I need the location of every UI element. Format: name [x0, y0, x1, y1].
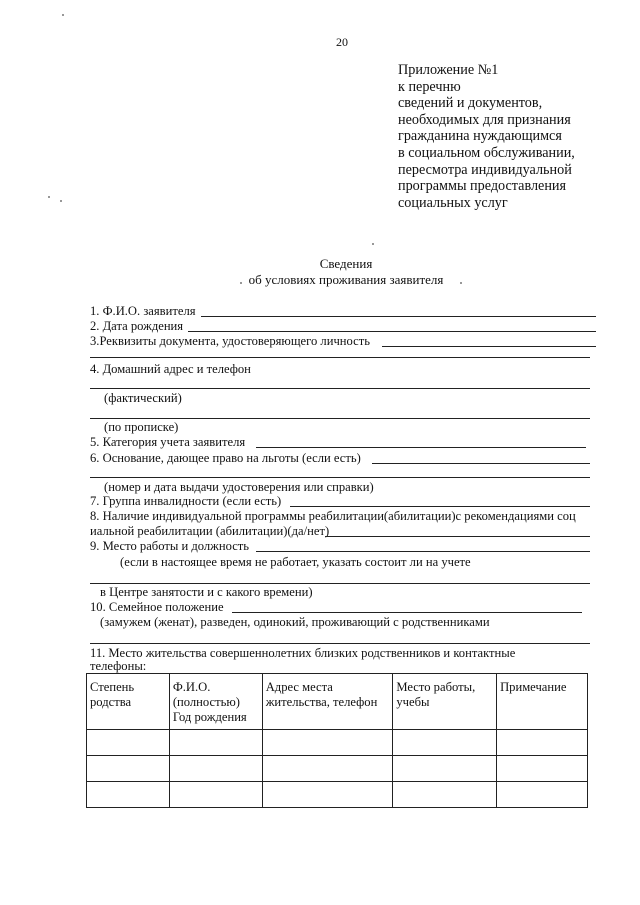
header-text: (полностью)	[172, 695, 240, 709]
field-birthdate-label: 2. Дата рождения	[90, 319, 184, 333]
appendix-line: гражданина нуждающимся	[398, 128, 562, 145]
table-cell[interactable]	[262, 782, 393, 808]
field-work-note-cont: в Центре занятости и с какого времени)	[100, 585, 313, 599]
appendix-line: к перечню	[398, 78, 461, 95]
document-subtitle: об условиях проживания заявителя	[248, 272, 444, 287]
field-category-label: 5. Категория учета заявителя	[90, 435, 246, 449]
table-cell[interactable]	[169, 756, 262, 782]
appendix-line: сведений и документов,	[398, 95, 543, 112]
relatives-table	[86, 673, 588, 808]
table-cell[interactable]	[393, 730, 497, 756]
appendix-header	[398, 62, 575, 211]
page-number: 20	[336, 35, 348, 49]
field-disability-label: 7. Группа инвалидности (если есть)	[90, 494, 282, 508]
field-rehab-label-cont: иальной реабилитации (абилитации)(да/нет)	[90, 524, 330, 538]
table-row	[87, 730, 588, 756]
header-text: Степень	[90, 680, 135, 694]
table-cell[interactable]	[262, 730, 393, 756]
field-work-line[interactable]	[256, 551, 590, 552]
table-header-row	[87, 674, 588, 730]
field-address-registered-label: (по прописке)	[104, 420, 179, 434]
appendix-line: пересмотра индивидуальной	[398, 161, 572, 178]
field-address-label: 4. Домашний адрес и телефон	[90, 362, 251, 376]
field-work-label: 9. Место работы и должность	[90, 539, 250, 553]
field-relatives-label-cont: телефоны:	[90, 659, 147, 673]
table-header-cell	[497, 674, 588, 730]
header-text: Место работы,	[396, 680, 476, 694]
table-cell[interactable]	[497, 756, 588, 782]
field-fio-label: 1. Ф.И.О. заявителя	[90, 304, 196, 318]
field-benefits-line[interactable]	[372, 463, 590, 464]
field-family-note: (замужем (женат), разведен, одинокий, проживающий с родственниками	[100, 615, 490, 629]
scan-speck	[240, 282, 242, 284]
field-family-line-2[interactable]	[90, 643, 590, 644]
appendix-line: необходимых для признания	[398, 111, 571, 128]
table-cell[interactable]	[87, 730, 170, 756]
table-header-cell	[262, 674, 393, 730]
field-id-document-label: 3.Реквизиты документа, удостоверяющего личность	[90, 334, 370, 348]
scan-speck	[48, 196, 50, 198]
scan-speck	[60, 200, 62, 202]
table-header-cell	[87, 674, 170, 730]
table-cell[interactable]	[169, 730, 262, 756]
field-work-note: (если в настоящее время не работает, указать состоит ли на учете	[120, 555, 471, 569]
header-text: родства	[90, 695, 132, 709]
header-text: Адрес места	[265, 680, 333, 694]
table-row	[87, 756, 588, 782]
table-cell[interactable]	[87, 782, 170, 808]
field-address-actual-line[interactable]	[90, 388, 590, 389]
field-benefits-label: 6. Основание, дающее право на льготы (если есть)	[90, 451, 361, 465]
field-family-line[interactable]	[232, 612, 582, 613]
header-text: Ф.И.О.	[172, 680, 211, 694]
field-id-document-line-2[interactable]	[90, 357, 590, 358]
field-category-line[interactable]	[256, 447, 586, 448]
table-cell[interactable]	[393, 756, 497, 782]
field-rehab-label: 8. Наличие индивидуальной программы реабилитации(абилитации)с рекомендациями соц	[90, 509, 576, 523]
scan-speck	[62, 14, 64, 16]
appendix-line: в социальном обслуживании,	[398, 144, 575, 161]
field-address-registered-line[interactable]	[90, 418, 590, 419]
table-row	[87, 782, 588, 808]
document-title: Сведения	[319, 256, 373, 271]
appendix-line: Приложение №1	[398, 62, 499, 78]
header-text: Примечание	[500, 680, 567, 694]
header-text: Год рождения	[172, 710, 247, 724]
appendix-line: социальных услуг	[398, 194, 508, 211]
table-cell[interactable]	[87, 756, 170, 782]
header-text: учебы	[396, 695, 430, 709]
field-rehab-line[interactable]	[325, 536, 590, 537]
scan-speck	[372, 243, 374, 245]
field-address-actual-label: (фактический)	[104, 391, 182, 405]
table-header-cell	[393, 674, 497, 730]
field-work-line-2[interactable]	[90, 583, 590, 584]
field-disability-line[interactable]	[290, 506, 590, 507]
table-cell[interactable]	[497, 782, 588, 808]
field-fio-line[interactable]	[201, 316, 596, 317]
field-family-label: 10. Семейное положение	[90, 600, 224, 614]
table-cell[interactable]	[169, 782, 262, 808]
table-cell[interactable]	[393, 782, 497, 808]
field-benefits-line-2[interactable]	[90, 477, 590, 478]
scan-speck	[460, 282, 462, 284]
table-cell[interactable]	[497, 730, 588, 756]
appendix-line: программы предоставления	[398, 178, 567, 195]
table-header-cell	[169, 674, 262, 730]
header-text: жительства, телефон	[265, 695, 378, 709]
field-id-document-line[interactable]	[382, 346, 596, 347]
field-relatives-label: 11. Место жительства совершеннолетних близких родственников и контактные	[90, 646, 516, 660]
field-benefits-note: (номер и дата выдачи удостоверения или справки)	[104, 480, 374, 494]
table-cell[interactable]	[262, 756, 393, 782]
field-birthdate-line[interactable]	[188, 331, 596, 332]
